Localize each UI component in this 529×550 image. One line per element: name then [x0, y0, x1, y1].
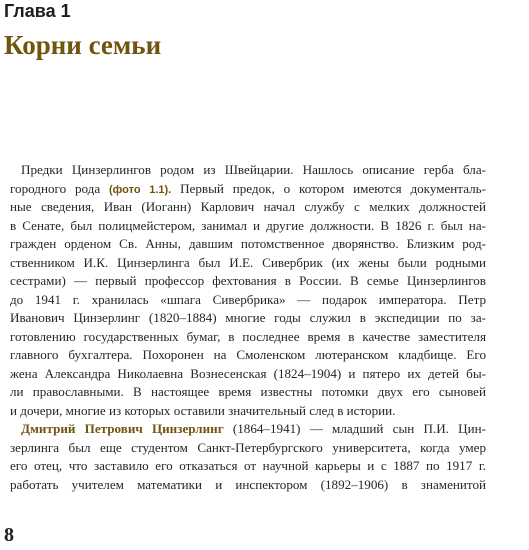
page-number: 8 — [4, 524, 14, 546]
text-line: и дочери, многие из которых оставили значительный след в истории. — [10, 402, 396, 418]
text-line — [10, 180, 486, 199]
text-fragment: Первый предок, о котором имеются документаль- — [180, 180, 486, 196]
text-line: сестрами) — первый профессор фехтования в России. В семье Цинзерлингов — [10, 273, 486, 288]
chapter-title: Корни семьи — [4, 30, 162, 60]
body-text — [10, 161, 486, 494]
photo-reference: (фото 1.1). — [109, 183, 172, 196]
text-line: ные сведения, Иван (Иоганн) Карлович начал службу с мелких должностей — [10, 199, 486, 214]
text-line: жена Александра Николаевна Вознесенская (1824–1904) и пятеро их детей бы- — [10, 365, 486, 381]
text-line: Предки Цинзерлингов родом из Швейцарии. Нашлось описание герба бла- — [21, 162, 486, 177]
text-line: его отец, что заставило его отказаться от научной карьеры и с 1887 по 1917 г. — [10, 458, 486, 473]
text-fragment: городного рода — [10, 180, 101, 196]
text-line: Иванович Цинзерлинг (1820–1884) многие годы служил в экспедиции по за- — [10, 310, 486, 325]
person-name: Дмитрий Петрович Цинзерлинг — [21, 421, 224, 436]
text-line: ственником И.К. Цинзерлинга был И.Е. Сивербрик (их жены были родными — [10, 254, 486, 270]
text-line: зерлинга был еще студентом Санкт-Петербургского университета, когда умер — [10, 439, 486, 455]
text-line: готовлению государственных бумаг, в последнее время в качестве заместителя — [10, 328, 486, 344]
text-line: ли православными. В настоящее время известны потомки двух его сыновей — [10, 384, 486, 399]
text-line — [10, 420, 486, 439]
text-line: работать учителем математики и инспектором (1892–1906) в знаменитой — [10, 476, 486, 492]
text-line: до 1941 г. хранилась «шпага Сивербрика» — подарок императора. Петр — [10, 291, 486, 307]
text-line: в Сенате, был полицмейстером, занимал и другие должности. В 1826 г. был на- — [10, 217, 486, 233]
text-line: главного бухгалтера. Похоронен на Смоленском лютеранском кладбище. Его — [10, 347, 486, 362]
text-fragment: (1864–1941) — младший сын П.И. Цин- — [232, 421, 486, 436]
text-line: гражден орденом Св. Анны, давшим потомственное дворянство. Близким род- — [10, 236, 486, 251]
chapter-label: Глава 1 — [4, 1, 71, 21]
